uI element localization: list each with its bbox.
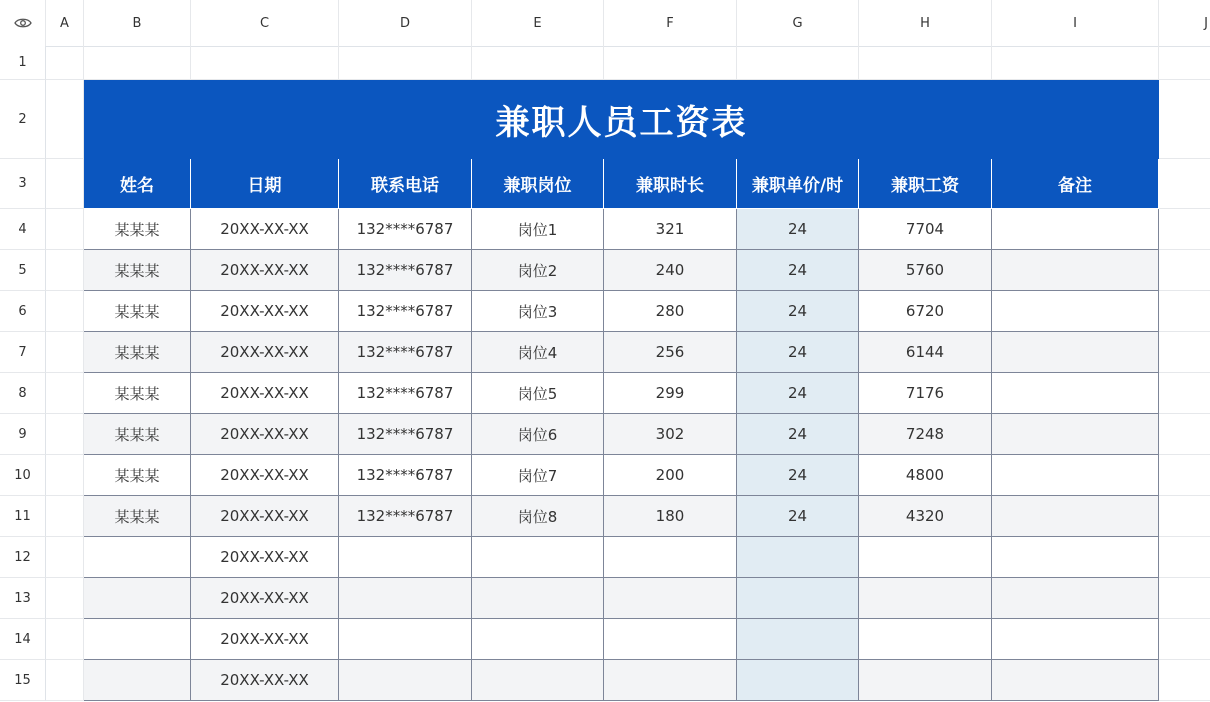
column-header-h[interactable]: H: [859, 0, 992, 46]
cell-position[interactable]: 岗位1: [472, 209, 604, 250]
column-header-bar: [0, 0, 1210, 47]
cell-rate[interactable]: [737, 578, 859, 619]
row-header[interactable]: 7: [0, 332, 46, 373]
row-header[interactable]: 5: [0, 250, 46, 291]
cell-date[interactable]: 20XX-XX-XX: [191, 455, 339, 496]
cell-hours[interactable]: [604, 578, 737, 619]
cell-rate[interactable]: 24: [737, 373, 859, 414]
table-row: [46, 496, 1210, 537]
cell-name[interactable]: 某某某: [84, 414, 191, 455]
row-header[interactable]: 3: [0, 159, 46, 209]
cell-name[interactable]: [84, 537, 191, 578]
table-row: [46, 250, 1210, 291]
cell-date[interactable]: 20XX-XX-XX: [191, 373, 339, 414]
cell-date[interactable]: 20XX-XX-XX: [191, 250, 339, 291]
column-header-e[interactable]: E: [472, 0, 604, 46]
cell-wage[interactable]: 7704: [859, 209, 992, 250]
header-cell-phone[interactable]: 联系电话: [339, 159, 472, 209]
cell-rate[interactable]: 24: [737, 332, 859, 373]
cell-rate[interactable]: [737, 660, 859, 701]
cell-rate[interactable]: 24: [737, 414, 859, 455]
cell-date[interactable]: 20XX-XX-XX: [191, 496, 339, 537]
cell-wage[interactable]: 6720: [859, 291, 992, 332]
cell-phone[interactable]: 132****6787: [339, 373, 472, 414]
cell-phone[interactable]: 132****6787: [339, 291, 472, 332]
table-row: [46, 455, 1210, 496]
cell[interactable]: [46, 250, 84, 291]
cell-phone[interactable]: 132****6787: [339, 332, 472, 373]
cell-date[interactable]: 20XX-XX-XX: [191, 414, 339, 455]
cell-name[interactable]: 某某某: [84, 455, 191, 496]
cell-notes[interactable]: [992, 414, 1159, 455]
cell[interactable]: [1159, 159, 1210, 209]
cell-phone[interactable]: 132****6787: [339, 250, 472, 291]
eye-icon: [14, 17, 32, 29]
column-header-a[interactable]: A: [46, 0, 84, 46]
cell-position[interactable]: 岗位7: [472, 455, 604, 496]
cell-phone[interactable]: [339, 660, 472, 701]
cell[interactable]: [191, 46, 339, 80]
cell[interactable]: [1159, 455, 1210, 496]
cell-phone[interactable]: [339, 537, 472, 578]
cell-date[interactable]: 20XX-XX-XX: [191, 619, 339, 660]
cell-notes[interactable]: [992, 537, 1159, 578]
column-header-b[interactable]: B: [84, 0, 191, 46]
cell[interactable]: [46, 46, 84, 80]
row-header[interactable]: 10: [0, 455, 46, 496]
row-header[interactable]: 9: [0, 414, 46, 455]
cell-wage[interactable]: [859, 578, 992, 619]
cell[interactable]: [46, 660, 84, 701]
cell-position[interactable]: [472, 537, 604, 578]
cell[interactable]: [1159, 250, 1210, 291]
cell[interactable]: [737, 46, 859, 80]
header-cell-date[interactable]: 日期: [191, 159, 339, 209]
cell-hours[interactable]: 240: [604, 250, 737, 291]
column-header-c[interactable]: C: [191, 0, 339, 46]
row-header[interactable]: 4: [0, 209, 46, 250]
cell-notes[interactable]: [992, 660, 1159, 701]
cell-name[interactable]: [84, 660, 191, 701]
cell-rate[interactable]: 24: [737, 455, 859, 496]
table-row: [46, 537, 1210, 578]
cell-date[interactable]: 20XX-XX-XX: [191, 291, 339, 332]
sheet-row-2: [46, 80, 1210, 159]
cell-notes[interactable]: [992, 250, 1159, 291]
cell-position[interactable]: 岗位4: [472, 332, 604, 373]
cell-name[interactable]: 某某某: [84, 373, 191, 414]
table-row: [46, 291, 1210, 332]
header-cell-name[interactable]: 姓名: [84, 159, 191, 209]
cell[interactable]: [84, 46, 191, 80]
cell-hours[interactable]: 299: [604, 373, 737, 414]
cell-grid: [46, 46, 1210, 701]
table-row: [46, 414, 1210, 455]
cell[interactable]: [1159, 291, 1210, 332]
cell-notes[interactable]: [992, 619, 1159, 660]
cell[interactable]: [1159, 660, 1210, 701]
cell-rate[interactable]: 24: [737, 496, 859, 537]
column-header-j[interactable]: J: [1204, 15, 1208, 31]
cell[interactable]: [1159, 619, 1210, 660]
row-header[interactable]: 13: [0, 578, 46, 619]
row-header-bar: [0, 46, 46, 701]
cell[interactable]: [859, 46, 992, 80]
cell-notes[interactable]: [992, 578, 1159, 619]
cell[interactable]: [46, 619, 84, 660]
header-cell-hours[interactable]: 兼职时长: [604, 159, 737, 209]
column-header-d[interactable]: D: [339, 0, 472, 46]
sheet-row-3: [46, 159, 1210, 209]
cell-wage[interactable]: 4800: [859, 455, 992, 496]
table-row: [46, 660, 1210, 701]
cell[interactable]: [472, 46, 604, 80]
cell-notes[interactable]: [992, 455, 1159, 496]
sheet-row-1: [46, 46, 1210, 80]
cell[interactable]: [1159, 332, 1210, 373]
cell-wage[interactable]: 5760: [859, 250, 992, 291]
cell-notes[interactable]: [992, 209, 1159, 250]
cell-position[interactable]: [472, 660, 604, 701]
row-header[interactable]: 8: [0, 373, 46, 414]
cell[interactable]: [46, 414, 84, 455]
cell-name[interactable]: 某某某: [84, 496, 191, 537]
cell[interactable]: [339, 46, 472, 80]
cell-rate[interactable]: 24: [737, 209, 859, 250]
cell-name[interactable]: [84, 578, 191, 619]
cell-name[interactable]: 某某某: [84, 250, 191, 291]
table-title[interactable]: 兼职人员工资表: [84, 80, 1159, 159]
cell-wage[interactable]: [859, 660, 992, 701]
cell-date[interactable]: 20XX-XX-XX: [191, 537, 339, 578]
header-cell-position[interactable]: 兼职岗位: [472, 159, 604, 209]
cell[interactable]: [1159, 414, 1210, 455]
cell-date[interactable]: 20XX-XX-XX: [191, 332, 339, 373]
cell-phone[interactable]: 132****6787: [339, 455, 472, 496]
cell-date[interactable]: 20XX-XX-XX: [191, 578, 339, 619]
cell[interactable]: [992, 46, 1159, 80]
cell-wage[interactable]: 4320: [859, 496, 992, 537]
cell-hours[interactable]: 280: [604, 291, 737, 332]
cell-hours[interactable]: [604, 619, 737, 660]
cell-hours[interactable]: 321: [604, 209, 737, 250]
table-row: [46, 619, 1210, 660]
cell[interactable]: [46, 159, 84, 209]
cell-rate[interactable]: [737, 537, 859, 578]
cell-notes[interactable]: [992, 373, 1159, 414]
cell-phone[interactable]: 132****6787: [339, 496, 472, 537]
column-header-f[interactable]: F: [604, 0, 737, 46]
cell-hours[interactable]: 256: [604, 332, 737, 373]
header-cell-wage[interactable]: 兼职工资: [859, 159, 992, 209]
cell[interactable]: [1159, 578, 1210, 619]
header-cell-rate[interactable]: 兼职单价/时: [737, 159, 859, 209]
cell-phone[interactable]: [339, 619, 472, 660]
cell-notes[interactable]: [992, 291, 1159, 332]
row-header[interactable]: 1: [0, 46, 46, 80]
cell[interactable]: [1159, 209, 1210, 250]
cell-rate[interactable]: 24: [737, 250, 859, 291]
cell-name[interactable]: 某某某: [84, 332, 191, 373]
cell-hours[interactable]: 180: [604, 496, 737, 537]
cell[interactable]: [46, 332, 84, 373]
cell-wage[interactable]: [859, 537, 992, 578]
column-header-g[interactable]: G: [737, 0, 859, 46]
cell-wage[interactable]: 7248: [859, 414, 992, 455]
table-row: [46, 373, 1210, 414]
cell-rate[interactable]: [737, 619, 859, 660]
cell[interactable]: [46, 291, 84, 332]
cell-phone[interactable]: 132****6787: [339, 414, 472, 455]
cell-name[interactable]: 某某某: [84, 209, 191, 250]
row-header[interactable]: 14: [0, 619, 46, 660]
cell-wage[interactable]: 7176: [859, 373, 992, 414]
cell-wage[interactable]: [859, 619, 992, 660]
cell-position[interactable]: 岗位8: [472, 496, 604, 537]
column-header-i[interactable]: I: [992, 0, 1159, 46]
cell-hours[interactable]: 200: [604, 455, 737, 496]
cell-date[interactable]: 20XX-XX-XX: [191, 209, 339, 250]
cell[interactable]: [46, 578, 84, 619]
row-header[interactable]: 6: [0, 291, 46, 332]
cell[interactable]: [46, 373, 84, 414]
cell-position[interactable]: 岗位2: [472, 250, 604, 291]
row-header[interactable]: 2: [0, 80, 46, 159]
cell-notes[interactable]: [992, 332, 1159, 373]
cell-date[interactable]: 20XX-XX-XX: [191, 660, 339, 701]
cell[interactable]: [1159, 537, 1210, 578]
cell-name[interactable]: 某某某: [84, 291, 191, 332]
cell[interactable]: [46, 537, 84, 578]
cell[interactable]: [1159, 373, 1210, 414]
cell-position[interactable]: 岗位3: [472, 291, 604, 332]
row-header[interactable]: 11: [0, 496, 46, 537]
cell[interactable]: [1159, 496, 1210, 537]
cell-hours[interactable]: [604, 660, 737, 701]
cell[interactable]: [46, 496, 84, 537]
cell[interactable]: [46, 209, 84, 250]
cell-hours[interactable]: 302: [604, 414, 737, 455]
cell-phone[interactable]: 132****6787: [339, 209, 472, 250]
cell-hours[interactable]: [604, 537, 737, 578]
cell[interactable]: [1159, 80, 1210, 159]
cell[interactable]: [46, 80, 84, 159]
cell-wage[interactable]: 6144: [859, 332, 992, 373]
cell-name[interactable]: [84, 619, 191, 660]
table-row: [46, 578, 1210, 619]
cell[interactable]: [1159, 46, 1210, 80]
header-cell-notes[interactable]: 备注: [992, 159, 1159, 209]
cell[interactable]: [46, 455, 84, 496]
cell-phone[interactable]: [339, 578, 472, 619]
cell-position[interactable]: [472, 619, 604, 660]
cell[interactable]: [604, 46, 737, 80]
table-row: [46, 332, 1210, 373]
cell-position[interactable]: 岗位5: [472, 373, 604, 414]
cell-position[interactable]: [472, 578, 604, 619]
cell-notes[interactable]: [992, 496, 1159, 537]
row-header[interactable]: 15: [0, 660, 46, 701]
data-rows: [46, 209, 1210, 701]
visibility-toggle[interactable]: [0, 0, 46, 46]
table-row: [46, 209, 1210, 250]
row-header[interactable]: 12: [0, 537, 46, 578]
cell-rate[interactable]: 24: [737, 291, 859, 332]
cell-position[interactable]: 岗位6: [472, 414, 604, 455]
